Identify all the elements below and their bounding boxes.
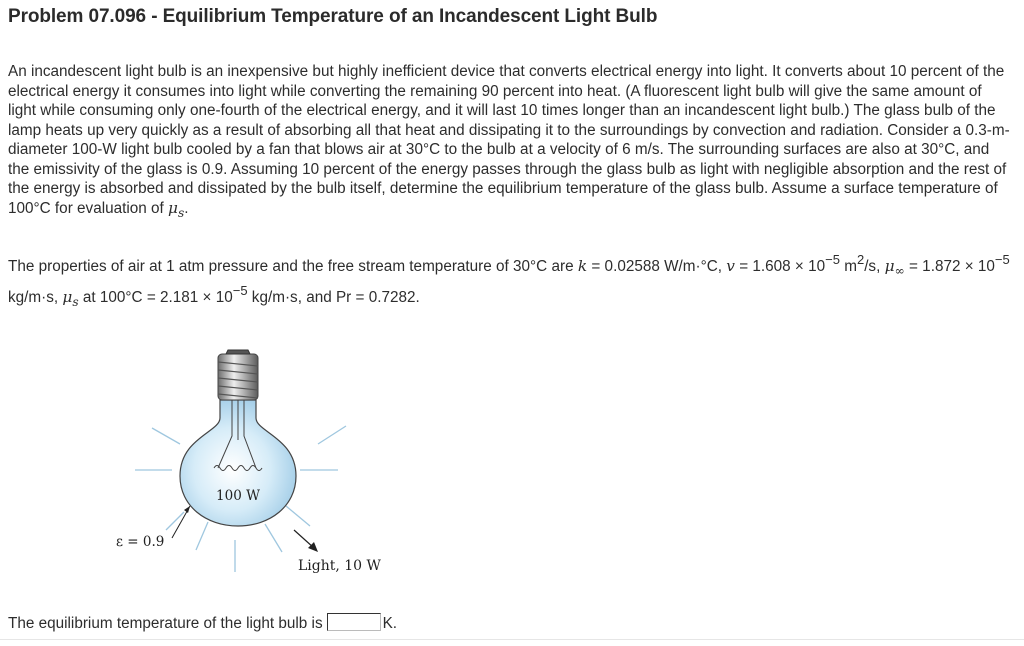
emissivity-label: ε = 0.9: [116, 534, 165, 550]
problem-title: Problem 07.096 - Equilibrium Temperature of an Incandescent Light Bulb: [8, 6, 658, 27]
answer-input[interactable]: [327, 613, 381, 631]
light-label: Light, 10 W: [298, 558, 381, 574]
answer-prompt: The equilibrium temperature of the light bulb is: [8, 615, 323, 632]
ray: [196, 522, 208, 550]
ray: [265, 524, 282, 552]
problem-statement-text: An incandescent light bulb is an inexpensive but highly inefficient device that converts electrical energy into light. It converts about 10 percent of the electrical energy it consumes into light while converting the remaining 90 percent into heat. (A fluorescent light bulb will give the same amount of light while consuming only one-fourth of the electrical energy, and it will last 10 times longer than an incandescent light bulb.) The glass bulb of the lamp heats up very quickly as a result of absorbing all that heat and dissipating it to the surroundings by convection and radiation. Consider a 0.3-m-diameter 100-W light bulb cooled by a fan that blows air at 30°C to the bulb at a velocity of 6 m/s. The surrounding surfaces are also at 30°C, and the emissivity of the glass is 0.9. Assuming 10 percent of the energy passes through the glass bulb as light with negligible absorption and the rest of the energy is absorbed and dissipated by the bulb itself, determine the equilibrium temperature of the glass bulb. Assume a surface temperature of 100°C for evaluation of: [8, 63, 1010, 217]
mu-s-symbol-2: $\mu_s$: [62, 288, 79, 310]
ray: [318, 426, 346, 444]
mu-s-symbol: $\mu_s$: [168, 198, 185, 220]
k-symbol: k: [577, 257, 588, 275]
nu-symbol: v: [726, 257, 735, 275]
light-bulb-figure: [110, 340, 410, 580]
ray: [152, 428, 180, 444]
problem-statement: An incandescent light bulb is an inexpensive but highly inefficient device that converts electrical energy into light. It converts about 10 percent of the electrical energy it consumes into light while converting the remaining 90 percent into heat. (A fluorescent light bulb will give the same amount of light while consuming only one-fourth of the electrical energy, and it will last 10 times longer than an incandescent light bulb.) The glass bulb of the lamp heats up very quickly as a result of absorbing all that heat and dissipating it to the surroundings by convection and radiation. Consider a 0.3-m-diameter 100-W light bulb cooled by a fan that blows air at 30°C to the bulb at a velocity of 6 m/s. The surrounding surfaces are also at 30°C, and the emissivity of the glass is 0.9. Assuming 10 percent of the energy passes through the glass bulb as light with negligible absorption and the rest of the energy is absorbed and dissipated by the bulb itself, determine the equilibrium temperature of the glass bulb. Assume a surface temperature of 100°C for evaluation of $\mu_s$.: [8, 63, 1010, 220]
answer-unit: K.: [382, 615, 398, 632]
mu-inf-symbol: $\mu_\infty$: [884, 257, 905, 279]
air-properties: The properties of air at 1 atm pressure and the free stream temperature of 30°C are k = 0.02588 W/m·°C, $v = 1.608 \times 10^{-5}$ $m^2/s$, $\mu_\infty = 1.872 \times 10^{-5}$ kg/m·s, $\mu_s$ at $100^\circ C = 2.181 \times 10^{-5}$ kg/m·s, and Pr = 0.7282.: [8, 251, 1010, 310]
emissivity-indicator: [116, 506, 190, 550]
bulb-label: 100 W: [216, 488, 260, 504]
divider: [0, 639, 1024, 640]
light-output-indicator: [294, 530, 382, 574]
ray: [286, 506, 310, 526]
answer-row: [8, 613, 397, 633]
screw-base: [218, 350, 258, 400]
